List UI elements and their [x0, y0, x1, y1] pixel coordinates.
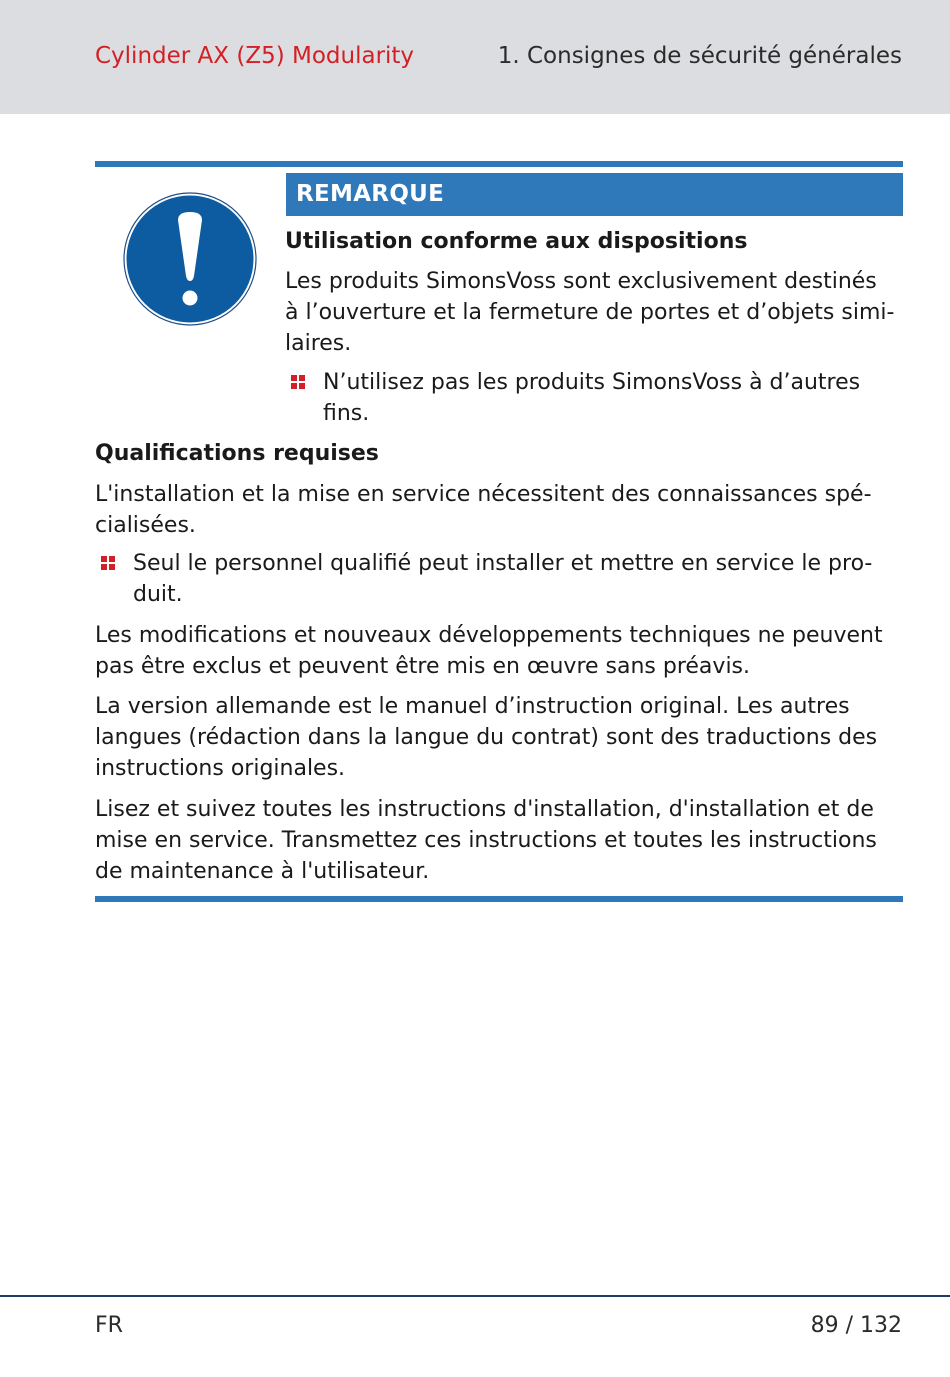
notice-heading: Utilisation conforme aux dispositions: [285, 229, 748, 254]
notice-body-line: à l’ouverture et la fermeture de portes et d’objets simi-: [285, 300, 895, 325]
paragraph-line: La version allemande est le manuel d’instruction original. Les autres: [95, 694, 850, 719]
notice-bullet-line: fins.: [323, 401, 370, 426]
footer-rule: [0, 1295, 950, 1297]
qualifications-intro-line: cialisées.: [95, 513, 196, 538]
notice-label: REMARQUE: [296, 181, 445, 207]
page-number: 89 / 132: [810, 1313, 902, 1338]
paragraph-original-version: [95, 691, 877, 784]
section-top-rule: [95, 161, 903, 167]
section-bottom-rule: [95, 896, 903, 902]
qualifications-heading: Qualifications requises: [95, 441, 379, 466]
red-square-bullet-icon: [291, 375, 305, 389]
paragraph-line: instructions originales.: [95, 756, 346, 781]
paragraph-follow-instructions: [95, 794, 877, 887]
paragraph-modifications: [95, 620, 883, 682]
qualifications-bullet-line: Seul le personnel qualifié peut installer et mettre en service le pro-: [133, 551, 873, 576]
qualifications-intro-line: L'installation et la mise en service nécessitent des connaissances spé-: [95, 482, 872, 507]
paragraph-line: Les modifications et nouveaux développements techniques ne peuvent: [95, 623, 883, 648]
footer-language: FR: [95, 1313, 123, 1338]
exclamation-circle-icon: [123, 192, 257, 326]
paragraph-line: Lisez et suivez toutes les instructions d'installation, d'installation et de: [95, 797, 874, 822]
paragraph-line: de maintenance à l'utilisateur.: [95, 859, 430, 884]
qualifications-intro: [95, 479, 872, 541]
chapter-title: 1. Consignes de sécurité générales: [497, 43, 902, 69]
paragraph-line: langues (rédaction dans la langue du contrat) sont des traductions des: [95, 725, 878, 750]
notice-bullet-item: [323, 367, 860, 429]
notice-bullet-line: N’utilisez pas les produits SimonsVoss à d’autres: [323, 370, 861, 395]
qualifications-bullet-line: duit.: [133, 582, 183, 607]
product-title: Cylinder AX (Z5) Modularity: [95, 43, 415, 69]
qualifications-bullet-item: [133, 548, 872, 610]
paragraph-line: mise en service. Transmettez ces instructions et toutes les instructions: [95, 828, 877, 853]
page-header: [0, 0, 950, 114]
notice-body-line: laires.: [285, 331, 352, 356]
notice-body: [285, 266, 894, 359]
red-square-bullet-icon: [101, 556, 115, 570]
paragraph-line: pas être exclus et peuvent être mis en œuvre sans préavis.: [95, 654, 751, 679]
notice-banner: [286, 173, 903, 216]
notice-body-line: Les produits SimonsVoss sont exclusivement destinés: [285, 269, 877, 294]
